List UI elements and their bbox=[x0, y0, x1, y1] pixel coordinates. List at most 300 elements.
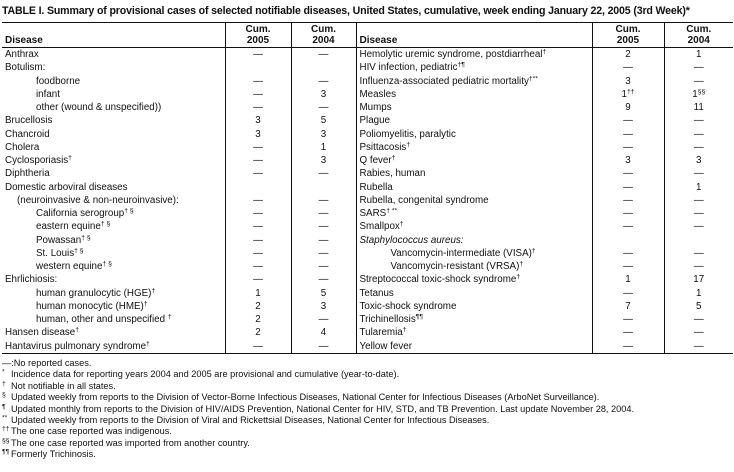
table-row bbox=[2, 154, 733, 167]
disease-label: other (wound & unspecified)) bbox=[36, 102, 162, 113]
value-text: — bbox=[253, 75, 263, 87]
table-row bbox=[2, 247, 733, 260]
value-text: — bbox=[253, 340, 263, 352]
value-text: — bbox=[693, 327, 704, 339]
disease-cell bbox=[356, 260, 592, 273]
value-cell bbox=[291, 141, 356, 154]
footnote-marker: † § bbox=[102, 260, 112, 268]
disease-label: Toxic-shock syndrome bbox=[359, 300, 457, 312]
disease-label: human monocytic (HME) bbox=[36, 300, 144, 312]
table-row bbox=[2, 167, 733, 180]
value-text: 11 bbox=[693, 102, 704, 113]
value-cell bbox=[592, 154, 664, 167]
disease-label: Chancroid bbox=[5, 128, 50, 140]
value-cell bbox=[225, 220, 291, 233]
cum-label: Cum. bbox=[311, 24, 336, 35]
footnote-text: Updated weekly from reports to the Division of Vector-Borne Infectious Diseases, National Center for Infectious Diseases (ArboNet Surveillance). bbox=[11, 392, 600, 403]
footnote-line bbox=[2, 438, 732, 449]
value-cell bbox=[225, 181, 291, 194]
disease-cell bbox=[356, 154, 592, 167]
value-text: — bbox=[253, 88, 263, 100]
disease-cell bbox=[356, 101, 592, 114]
value-text: — bbox=[693, 194, 704, 206]
column-header-cum-2005-left bbox=[225, 23, 291, 48]
value-text: 3 bbox=[696, 155, 702, 166]
footnote-marker: † bbox=[391, 154, 396, 162]
value-text: — bbox=[318, 49, 329, 60]
footnote-line bbox=[2, 392, 732, 403]
value-cell bbox=[664, 88, 733, 101]
column-header-disease-left: Disease bbox=[2, 23, 225, 48]
footnote-line bbox=[2, 449, 732, 460]
value-cell bbox=[291, 101, 356, 114]
value-cell bbox=[225, 167, 291, 180]
disease-label: Vancomycin-intermediate (VISA) bbox=[390, 247, 532, 259]
disease-label: Anthrax bbox=[5, 49, 39, 60]
value-text: — bbox=[253, 234, 263, 246]
value-text: — bbox=[253, 168, 263, 180]
value-cell bbox=[225, 114, 291, 127]
footnote-marker: ¶¶ bbox=[415, 313, 424, 321]
value-text: — bbox=[623, 261, 633, 272]
disease-label: SARS bbox=[359, 208, 387, 219]
value-cell bbox=[225, 260, 291, 273]
value-text: — bbox=[693, 75, 704, 87]
footnote-line bbox=[2, 381, 732, 392]
table-row bbox=[2, 114, 733, 127]
value-cell bbox=[291, 273, 356, 286]
value-text: 5 bbox=[320, 287, 327, 299]
footnote-text: No reported cases. bbox=[13, 357, 92, 368]
footnote-marker-sup: ¶ bbox=[2, 403, 6, 411]
value-text: — bbox=[623, 221, 633, 233]
footnote-marker: §§ bbox=[697, 88, 706, 96]
footnote-line bbox=[2, 404, 732, 415]
footnote-marker: † bbox=[402, 326, 407, 334]
table-header bbox=[2, 23, 733, 48]
value-cell bbox=[664, 287, 733, 300]
disease-label: California serogroup bbox=[36, 208, 125, 219]
disease-label: human, other and unspecified bbox=[36, 314, 168, 325]
footnote-marker-sup: * bbox=[2, 368, 5, 376]
disease-label: foodborne bbox=[36, 75, 81, 87]
value-text: — bbox=[318, 208, 329, 219]
disease-cell bbox=[356, 340, 592, 354]
footnote-marker: † bbox=[68, 154, 72, 162]
value-text: 5 bbox=[320, 115, 327, 127]
table-row bbox=[2, 61, 733, 74]
notifiable-diseases-table bbox=[2, 22, 733, 354]
footnote-marker: † bbox=[167, 313, 172, 321]
value-text: 1 bbox=[692, 88, 698, 100]
value-cell bbox=[664, 114, 733, 127]
value-text: — bbox=[253, 194, 263, 206]
footnote-marker bbox=[2, 381, 11, 392]
disease-cell bbox=[2, 88, 225, 101]
footnote-marker: †† bbox=[626, 88, 635, 96]
value-cell bbox=[664, 141, 733, 154]
footnote-marker: —: bbox=[2, 357, 14, 368]
value-text: — bbox=[623, 314, 633, 325]
footnote-marker bbox=[2, 392, 11, 403]
disease-label: Diphtheria bbox=[5, 168, 50, 180]
disease-label: Smallpox bbox=[359, 221, 400, 233]
value-cell bbox=[592, 61, 664, 74]
value-cell bbox=[664, 260, 733, 273]
value-cell bbox=[291, 326, 356, 339]
disease-cell bbox=[356, 326, 592, 339]
value-text: — bbox=[253, 155, 263, 166]
value-text: — bbox=[253, 208, 263, 219]
value-text: — bbox=[693, 221, 704, 233]
disease-label: HIV infection, pediatric bbox=[359, 62, 458, 74]
value-cell bbox=[225, 313, 291, 326]
value-cell bbox=[592, 273, 664, 286]
value-cell bbox=[592, 167, 664, 180]
table-row bbox=[2, 313, 733, 326]
table-row bbox=[2, 75, 733, 88]
value-cell bbox=[592, 313, 664, 326]
disease-label: Tularemia bbox=[359, 327, 403, 339]
value-cell bbox=[592, 128, 664, 141]
footnote-marker: † § bbox=[81, 234, 91, 241]
year-label: 2004 bbox=[312, 35, 335, 46]
value-cell bbox=[664, 128, 733, 141]
value-text: 3 bbox=[320, 155, 327, 166]
footnote-text: Incidence data for reporting years 2004 and 2005 are provisional and cumulative (year-to-date). bbox=[11, 369, 400, 380]
disease-cell bbox=[356, 48, 592, 62]
value-cell bbox=[291, 114, 356, 127]
disease-cell bbox=[356, 167, 592, 180]
disease-label: Trichinellosis bbox=[359, 314, 416, 325]
disease-label: Brucellosis bbox=[5, 115, 53, 127]
value-text: — bbox=[318, 168, 329, 180]
value-text: 2 bbox=[255, 300, 261, 312]
disease-cell bbox=[356, 287, 592, 300]
value-cell bbox=[664, 75, 733, 88]
value-cell bbox=[664, 101, 733, 114]
footnote-text: Not notifiable in all states. bbox=[11, 380, 116, 391]
value-text: 1 bbox=[696, 181, 702, 193]
value-text: — bbox=[623, 287, 633, 299]
footnote-marker bbox=[2, 438, 11, 449]
value-text: — bbox=[623, 340, 633, 352]
value-cell bbox=[664, 48, 733, 62]
disease-label: Yellow fever bbox=[359, 340, 412, 352]
value-cell bbox=[225, 75, 291, 88]
disease-cell bbox=[356, 313, 592, 326]
value-cell bbox=[291, 260, 356, 273]
value-cell bbox=[225, 194, 291, 207]
footnote-marker bbox=[2, 426, 11, 437]
cum-label: Cum. bbox=[245, 24, 271, 35]
value-text: — bbox=[253, 102, 263, 113]
value-cell bbox=[291, 207, 356, 220]
value-cell bbox=[225, 234, 291, 247]
disease-cell bbox=[356, 300, 592, 313]
disease-cell bbox=[2, 181, 225, 194]
footnote-marker: † bbox=[399, 220, 404, 228]
disease-label: Plague bbox=[359, 115, 391, 127]
value-text: — bbox=[318, 314, 329, 325]
footnote-marker bbox=[2, 404, 11, 415]
column-header-cum-2005-right bbox=[592, 23, 664, 48]
value-cell bbox=[225, 141, 291, 154]
value-text: — bbox=[253, 49, 263, 60]
footnote-marker: † bbox=[531, 247, 536, 255]
value-cell bbox=[225, 101, 291, 114]
footnote-marker: † bbox=[151, 287, 156, 294]
disease-cell bbox=[2, 141, 225, 154]
footnote-marker: † § bbox=[100, 220, 111, 228]
disease-label: St. Louis bbox=[36, 247, 75, 259]
disease-cell bbox=[356, 247, 592, 260]
value-text: — bbox=[693, 247, 704, 259]
footnote-marker-sup: § bbox=[2, 391, 6, 399]
value-cell bbox=[225, 128, 291, 141]
value-cell bbox=[291, 88, 356, 101]
disease-label: Ehrlichiosis: bbox=[5, 274, 58, 286]
table-row bbox=[2, 128, 733, 141]
disease-label: (neuroinvasive & non-neuroinvasive): bbox=[17, 194, 179, 206]
disease-label: Hemolytic uremic syndrome, postdiarrheal bbox=[359, 49, 543, 60]
value-cell bbox=[291, 154, 356, 167]
footnote-text: Updated weekly from reports to the Division of Viral and Rickettsial Diseases, National Center for Infectious Diseases. bbox=[11, 415, 490, 426]
value-cell bbox=[291, 48, 356, 62]
value-cell bbox=[592, 247, 664, 260]
footnote-marker: † § bbox=[124, 207, 134, 215]
value-text: — bbox=[318, 234, 329, 246]
value-cell bbox=[291, 247, 356, 260]
value-cell bbox=[225, 326, 291, 339]
disease-cell bbox=[2, 260, 225, 273]
disease-cell bbox=[356, 234, 592, 247]
disease-label: Vancomycin-resistant (VRSA) bbox=[390, 261, 520, 272]
disease-label: Botulism: bbox=[5, 62, 46, 74]
value-text: 3 bbox=[625, 75, 631, 87]
disease-cell bbox=[2, 207, 225, 220]
value-text: — bbox=[623, 115, 633, 127]
disease-label: Cholera bbox=[5, 141, 40, 153]
value-cell bbox=[592, 181, 664, 194]
table-row bbox=[2, 300, 733, 313]
value-cell bbox=[592, 260, 664, 273]
disease-cell bbox=[2, 194, 225, 207]
disease-label: western equine bbox=[36, 261, 103, 272]
footnote-text: The one case reported was imported from another country. bbox=[11, 437, 250, 448]
value-text: — bbox=[623, 168, 633, 180]
disease-cell bbox=[2, 340, 225, 354]
disease-cell bbox=[2, 114, 225, 127]
disease-label: Poliomyelitis, paralytic bbox=[359, 128, 456, 140]
value-cell bbox=[225, 207, 291, 220]
value-cell bbox=[664, 154, 733, 167]
disease-cell bbox=[2, 220, 225, 233]
year-label: 2005 bbox=[246, 35, 270, 46]
value-text: 5 bbox=[696, 300, 702, 312]
value-text: — bbox=[318, 221, 329, 233]
value-cell bbox=[592, 340, 664, 354]
value-text: 4 bbox=[320, 327, 327, 339]
value-cell bbox=[664, 326, 733, 339]
disease-cell bbox=[356, 220, 592, 233]
table-title: TABLE I. Summary of provisional cases of selected notifiable diseases, United States, cumulative, week ending January 22, 2005 (3rd Week)* bbox=[2, 5, 690, 17]
value-cell bbox=[291, 300, 356, 313]
footnote-marker: † bbox=[75, 326, 80, 334]
footnote-marker: †** bbox=[528, 75, 538, 82]
value-text: — bbox=[318, 261, 329, 272]
value-cell bbox=[664, 61, 733, 74]
footnote-line bbox=[2, 415, 732, 426]
column-header-cum-2004-right bbox=[664, 23, 733, 48]
value-text: 9 bbox=[625, 102, 631, 113]
value-cell bbox=[225, 88, 291, 101]
disease-label: Rubella, congenital syndrome bbox=[359, 194, 489, 206]
footnote-marker-sup: ¶¶ bbox=[2, 448, 10, 456]
value-text: — bbox=[693, 62, 704, 74]
value-cell bbox=[592, 88, 664, 101]
cum-label: Cum. bbox=[615, 24, 641, 35]
value-text: — bbox=[318, 340, 329, 352]
value-cell bbox=[225, 154, 291, 167]
table-row bbox=[2, 220, 733, 233]
footnote-marker bbox=[2, 369, 11, 380]
cum-label: Cum. bbox=[686, 24, 712, 35]
value-text: 2 bbox=[255, 327, 261, 339]
value-cell bbox=[664, 247, 733, 260]
value-cell bbox=[291, 61, 356, 74]
footnote-marker bbox=[2, 449, 11, 460]
value-cell bbox=[225, 48, 291, 62]
disease-cell bbox=[2, 313, 225, 326]
disease-label: Q fever bbox=[359, 155, 392, 166]
disease-cell bbox=[356, 75, 592, 88]
footnote-marker: † bbox=[406, 141, 411, 149]
value-text: — bbox=[318, 194, 329, 206]
footnote-marker: † ** bbox=[386, 207, 398, 215]
value-text: 1 bbox=[696, 287, 702, 299]
value-cell bbox=[225, 273, 291, 286]
disease-label: Staphylococcus aureus: bbox=[359, 234, 464, 246]
value-cell bbox=[664, 300, 733, 313]
disease-label: Domestic arboviral diseases bbox=[5, 181, 128, 193]
value-text: 3 bbox=[255, 115, 261, 127]
disease-cell bbox=[2, 300, 225, 313]
value-cell bbox=[291, 234, 356, 247]
value-cell bbox=[291, 128, 356, 141]
value-cell bbox=[592, 75, 664, 88]
footnote-marker: † § bbox=[74, 247, 84, 255]
disease-label: Streptococcal toxic-shock syndrome bbox=[359, 274, 517, 286]
value-text: 3 bbox=[320, 88, 327, 100]
disease-cell bbox=[2, 61, 225, 74]
value-text: — bbox=[693, 261, 704, 272]
disease-label: Influenza-associated pediatric mortality bbox=[359, 75, 529, 87]
value-cell bbox=[291, 167, 356, 180]
year-label: 2005 bbox=[616, 35, 640, 46]
footnote-marker: † bbox=[519, 260, 524, 268]
value-text: — bbox=[318, 247, 329, 259]
value-cell bbox=[592, 194, 664, 207]
disease-cell bbox=[356, 61, 592, 74]
value-cell bbox=[592, 326, 664, 339]
value-cell bbox=[291, 287, 356, 300]
footnote-marker-sup: †† bbox=[2, 425, 10, 433]
value-cell bbox=[592, 287, 664, 300]
footnote-marker-sup: §§ bbox=[2, 437, 10, 445]
value-cell bbox=[664, 340, 733, 354]
value-text: — bbox=[623, 181, 633, 193]
value-cell bbox=[592, 101, 664, 114]
table-row bbox=[2, 260, 733, 273]
disease-cell bbox=[2, 128, 225, 141]
footnote-marker bbox=[2, 415, 11, 426]
value-cell bbox=[592, 220, 664, 233]
value-text: — bbox=[253, 141, 263, 153]
value-cell bbox=[291, 181, 356, 194]
value-text: — bbox=[253, 274, 263, 286]
value-cell bbox=[592, 141, 664, 154]
value-text: 2 bbox=[625, 49, 631, 60]
footnote-line bbox=[2, 426, 732, 437]
column-header-disease-right: Disease bbox=[356, 23, 592, 48]
disease-cell bbox=[2, 167, 225, 180]
footnote-marker-sup: ** bbox=[2, 414, 8, 422]
value-cell bbox=[664, 234, 733, 247]
value-cell bbox=[291, 194, 356, 207]
table-row bbox=[2, 194, 733, 207]
disease-label: Rubella bbox=[359, 181, 393, 193]
value-cell bbox=[664, 167, 733, 180]
disease-cell bbox=[356, 88, 592, 101]
value-cell bbox=[225, 287, 291, 300]
footnote-marker: † bbox=[146, 340, 150, 347]
footnote-marker: † bbox=[516, 273, 521, 281]
value-cell bbox=[664, 194, 733, 207]
disease-label: Tetanus bbox=[359, 287, 394, 299]
disease-cell bbox=[2, 101, 225, 114]
value-text: 3 bbox=[625, 155, 631, 166]
table-row bbox=[2, 207, 733, 220]
value-text: — bbox=[693, 141, 704, 153]
value-text: — bbox=[693, 168, 704, 180]
disease-cell bbox=[2, 48, 225, 62]
value-text: — bbox=[318, 102, 329, 113]
value-text: — bbox=[693, 115, 704, 127]
disease-cell bbox=[2, 234, 225, 247]
column-header-cum-2004-left bbox=[291, 23, 356, 48]
value-text: 7 bbox=[625, 300, 631, 312]
value-text: 2 bbox=[255, 314, 261, 325]
table-row bbox=[2, 88, 733, 101]
disease-label: infant bbox=[36, 88, 60, 100]
header-row bbox=[2, 23, 733, 48]
disease-label: Mumps bbox=[359, 102, 392, 113]
value-cell bbox=[291, 340, 356, 354]
value-cell bbox=[664, 273, 733, 286]
value-cell bbox=[592, 207, 664, 220]
disease-cell bbox=[2, 247, 225, 260]
disease-label: Hantavirus pulmonary syndrome bbox=[5, 340, 147, 352]
value-cell bbox=[291, 75, 356, 88]
value-text: 1 bbox=[255, 287, 261, 299]
disease-label: human granulocytic (HGE) bbox=[36, 287, 152, 299]
value-text: — bbox=[253, 221, 263, 233]
value-text: — bbox=[623, 141, 633, 153]
value-text: 1 bbox=[696, 49, 702, 60]
value-text: 3 bbox=[320, 300, 327, 312]
disease-label: Measles bbox=[359, 88, 396, 100]
